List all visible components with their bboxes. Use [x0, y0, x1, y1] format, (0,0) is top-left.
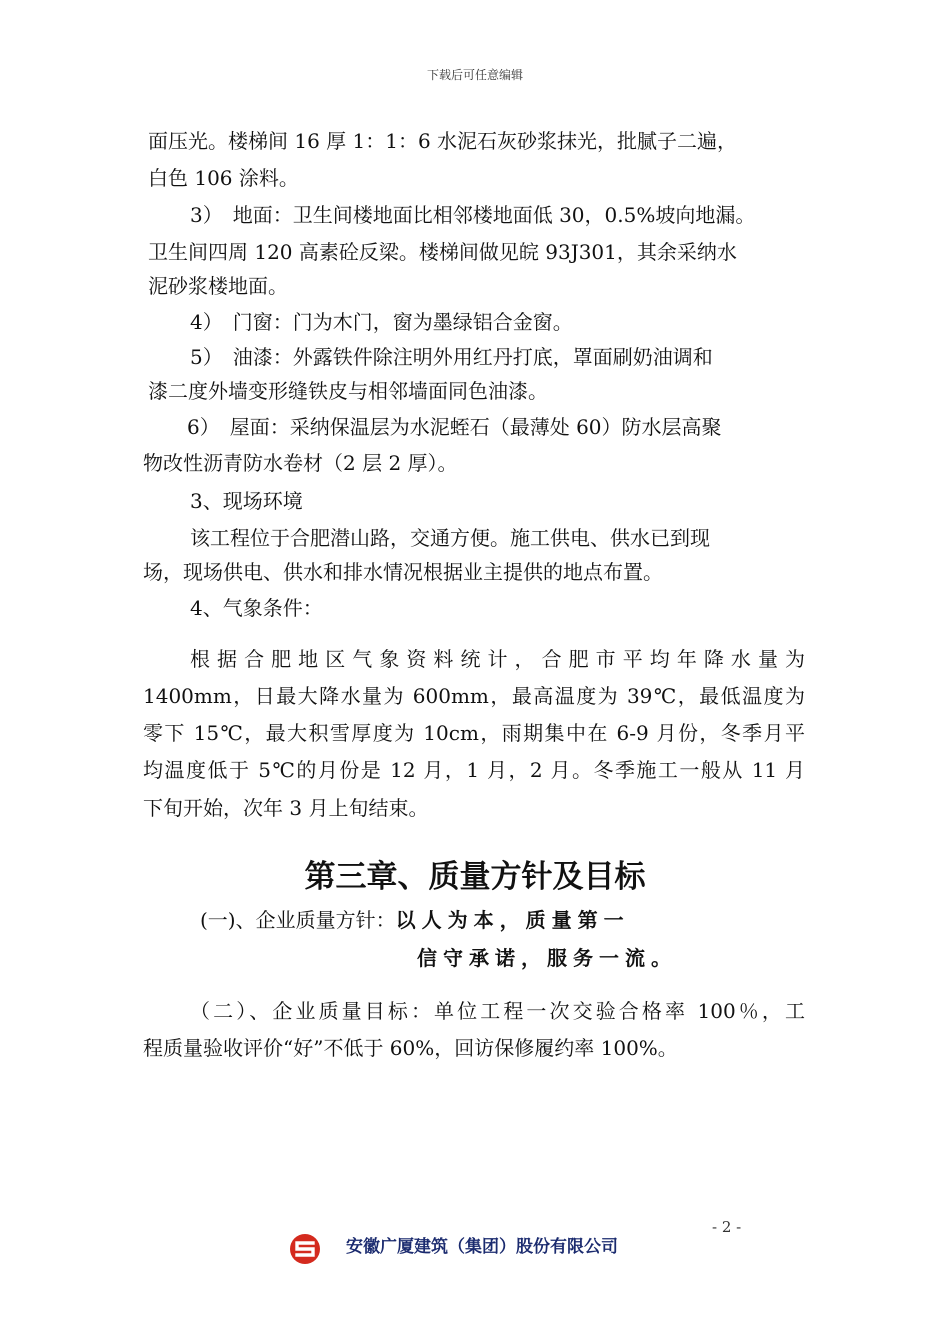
- header-note: 下载后可任意编辑: [426, 68, 523, 82]
- text-line: 面压光。楼梯间 16 厚 1：1：6 水泥石灰砂浆抹光，批腻子二遍，: [148, 129, 738, 153]
- weather-line: 零下 15℃，最大积雪厚度为 10cm，雨期集中在 6-9 月份，冬季月平: [143, 721, 805, 745]
- text-line: 4） 门窗：门为木门，窗为墨绿铝合金窗。: [190, 310, 573, 334]
- policy-label: (一)、企业质量方针：: [200, 908, 396, 932]
- chapter-title: 第三章、质量方针及目标: [304, 859, 646, 895]
- policy-text-2: 信守承诺，服务一流。: [417, 946, 677, 970]
- text-line: 白色 106 涂料。: [148, 166, 299, 190]
- weather-line: 1400mm，日最大降水量为 600mm，最高温度为 39℃，最低温度为: [143, 684, 805, 708]
- text-line: 该工程位于合肥潜山路，交通方便。施工供电、供水已到现: [190, 526, 710, 550]
- goal-line: （二）、企业质量目标：单位工程一次交验合格率 100％，工: [190, 999, 805, 1023]
- weather-line: 均温度低于 5℃的月份是 12 月，1 月，2 月。冬季施工一般从 11 月: [143, 758, 805, 782]
- company-logo-icon: [288, 1232, 322, 1266]
- policy-text-1: 以人为本，质量第一: [395, 908, 630, 932]
- policy-line-2: [417, 944, 677, 972]
- company-name: 安徽广厦建筑（集团）股份有限公司: [346, 1237, 618, 1257]
- text-line: 场，现场供电、供水和排水情况根据业主提供的地点布置。: [143, 560, 663, 584]
- text-line: 5） 油漆：外露铁件除注明外用红丹打底，罩面刷奶油调和: [190, 345, 713, 369]
- section-heading: 4、气象条件：: [190, 596, 323, 620]
- text-line: 漆二度外墙变形缝铁皮与相邻墙面同色油漆。: [148, 379, 548, 403]
- text-line: 泥砂浆楼地面。: [148, 274, 288, 298]
- goal-line: 程质量验收评价“好”不低于 60%，回访保修履约率 100%。: [143, 1036, 678, 1060]
- section-heading: 3、现场环境: [190, 489, 303, 513]
- text-line: 3） 地面：卫生间楼地面比相邻楼地面低 30，0.5%坡向地漏。: [190, 203, 756, 227]
- text-line: 6） 屋面：采纳保温层为水泥蛭石（最薄处 60）防水层高聚: [187, 415, 722, 439]
- weather-line: 根据合肥地区气象资料统计，合肥市平均年降水量为: [190, 647, 805, 671]
- text-line: 物改性沥青防水卷材（2 层 2 厚）。: [143, 451, 458, 475]
- policy-line: [200, 906, 630, 934]
- weather-line: 下旬开始，次年 3 月上旬结束。: [143, 796, 429, 820]
- text-line: 卫生间四周 120 高素砼反梁。楼梯间做见皖 93J301，其余采纳水: [148, 240, 737, 264]
- page-number: - 2 -: [712, 1218, 742, 1236]
